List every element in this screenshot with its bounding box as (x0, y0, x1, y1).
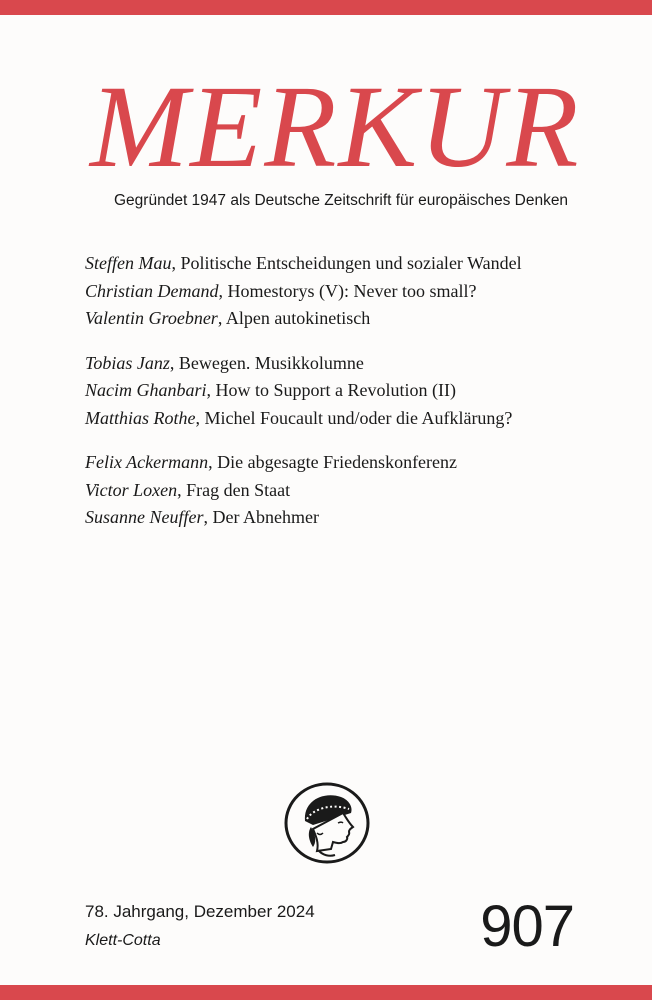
toc-entry: Steffen Mau, Politische Entscheidungen und sozialer Wandel (85, 253, 522, 273)
toc-group-3 (85, 449, 645, 532)
toc-title: Bewegen. Musikkolumne (178, 352, 364, 373)
toc-author: Nacim Ghanbari (85, 380, 207, 400)
toc-entry: Valentin Groebner, Alpen autokinetisch (85, 308, 371, 328)
toc-author: Tobias Janz (85, 352, 170, 373)
toc-author: Victor Loxen (85, 479, 178, 500)
toc-title: Der Abnehmer (212, 507, 319, 527)
toc-author: Valentin Groebner (85, 308, 218, 328)
hermes-head-medallion-icon (283, 781, 371, 865)
volume-info: 78. Jahrgang, Dezember 2024 (85, 902, 315, 921)
toc-title: Die abgesagte Friedenskonferenz (217, 452, 458, 472)
toc-entry: Nacim Ghanbari, How to Support a Revolution (II) (85, 380, 456, 400)
toc-entry: Felix Ackermann, Die abgesagte Friedenskonferenz (85, 452, 458, 472)
toc-entry: Victor Loxen, Frag den Staat (85, 479, 291, 500)
toc-author: Felix Ackermann (85, 452, 209, 472)
magazine-subtitle: Gegründet 1947 als Deutsche Zeitschrift für europäisches Denken (114, 192, 569, 209)
toc-title: Michel Foucault und/oder die Aufklärung? (204, 407, 513, 428)
bottom-accent-bar (0, 985, 652, 1000)
table-of-contents (85, 250, 645, 549)
magazine-title: MERKUR (90, 61, 581, 192)
publisher-name: Klett-Cotta (85, 932, 161, 949)
top-accent-bar (0, 0, 652, 15)
issue-number: 907 (480, 894, 574, 959)
toc-author: Matthias Rothe (85, 407, 196, 428)
toc-group-1 (85, 250, 645, 333)
toc-entry: Christian Demand, Homestorys (V): Never too small? (85, 280, 477, 301)
toc-title: Frag den Staat (186, 479, 291, 500)
toc-title: Politische Entscheidungen und sozialer Wandel (180, 253, 522, 273)
toc-title: Alpen autokinetisch (225, 308, 371, 328)
toc-title: Homestorys (V): Never too small? (227, 280, 477, 301)
toc-entry: Tobias Janz, Bewegen. Musikkolumne (85, 352, 364, 373)
toc-author: Susanne Neuffer (85, 507, 204, 527)
toc-author: Christian Demand (85, 280, 219, 301)
toc-author: Steffen Mau (85, 253, 172, 273)
toc-group-2 (85, 350, 645, 433)
toc-title: How to Support a Revolution (II) (215, 380, 456, 400)
toc-entry: Susanne Neuffer, Der Abnehmer (85, 507, 319, 527)
toc-entry: Matthias Rothe, Michel Foucault und/oder die Aufklärung? (85, 407, 513, 428)
